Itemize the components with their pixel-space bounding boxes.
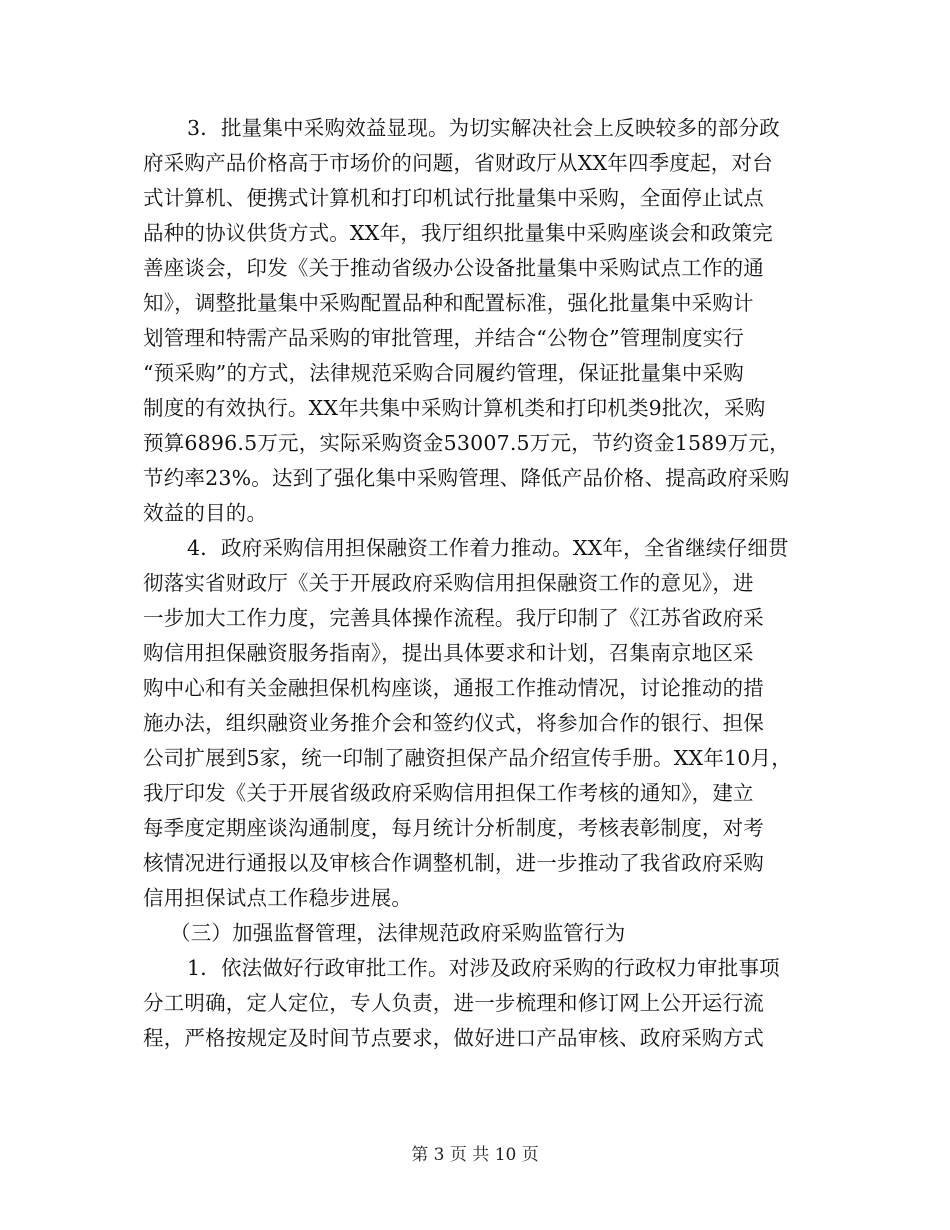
text-line: 一步加大工作力度，完善具体操作流程。我厅印制了《江苏省政府采 xyxy=(143,606,764,630)
text-line: 3．批量集中采购效益显现。为切实解决社会上反映较多的部分政 xyxy=(187,116,780,140)
text-line: 府采购产品价格高于市场价的问题，省财政厅从XX年四季度起，对台 xyxy=(143,151,773,175)
section-heading: （三）加强监督管理，法律规范政府采购监管行为 xyxy=(170,921,626,945)
text-line: 核情况进行通报以及审核合作调整机制，进一步推动了我省政府采购 xyxy=(143,851,764,875)
text-line: 彻落实省财政厅《关于开展政府采购信用担保融资工作的意见》，进 xyxy=(143,571,754,595)
text-line: 划管理和特需产品采购的审批管理，并结合“公物仓”管理制度实行 xyxy=(143,326,744,350)
text-line: 购中心和有关金融担保机构座谈，通报工作推动情况，讨论推动的措 xyxy=(143,676,764,700)
text-line: 品种的协议供货方式。XX年，我厅组织批量集中采购座谈会和政策完 xyxy=(143,221,773,245)
text-line: “预采购”的方式，法律规范采购合同履约管理，保证批量集中采购 xyxy=(143,361,744,385)
text-line: 我厅印发《关于开展省级政府采购信用担保工作考核的通知》，建立 xyxy=(143,781,754,805)
text-line: 4．政府采购信用担保融资工作着力推动。XX年，全省继续仔细贯 xyxy=(187,536,789,560)
text-line: 1．依法做好行政审批工作。对涉及政府采购的行政权力审批事项 xyxy=(187,956,780,980)
text-line: 效益的目的。 xyxy=(143,501,268,525)
text-line: 公司扩展到5家，统一印制了融资担保产品介绍宣传手册。XX年10月， xyxy=(143,746,792,770)
text-line: 知》，调整批量集中采购配置品种和配置标准，强化批量集中采购计 xyxy=(143,291,754,315)
text-line: 分工明确，定人定位，专人负责，进一步梳理和修订网上公开运行流 xyxy=(143,991,764,1015)
text-line: 每季度定期座谈沟通制度，每月统计分析制度，考核表彰制度，对考 xyxy=(143,816,764,840)
text-line: 信用担保试点工作稳步进展。 xyxy=(143,886,413,910)
text-line: 式计算机、便携式计算机和打印机试行批量集中采购，全面停止试点 xyxy=(143,186,764,210)
text-line: 程，严格按规定及时间节点要求，做好进口产品审核、政府采购方式 xyxy=(143,1026,764,1050)
page-number-footer: 第 3 页 共 10 页 xyxy=(411,1145,539,1165)
text-line: 购信用担保融资服务指南》，提出具体要求和计划，召集南京地区采 xyxy=(143,641,754,665)
text-line: 制度的有效执行。XX年共集中采购计算机类和打印机类9批次，采购 xyxy=(143,396,766,420)
text-line: 节约率23%。达到了强化集中采购管理、降低产品价格、提高政府采购 xyxy=(143,466,790,490)
text-line: 施办法，组织融资业务推介会和签约仪式，将参加合作的银行、担保 xyxy=(143,711,764,735)
text-line: 预算6896.5万元，实际采购资金53007.5万元，节约资金1589万元， xyxy=(143,431,790,455)
text-line: 善座谈会，印发《关于推动省级办公设备批量集中采购试点工作的通 xyxy=(143,256,764,280)
